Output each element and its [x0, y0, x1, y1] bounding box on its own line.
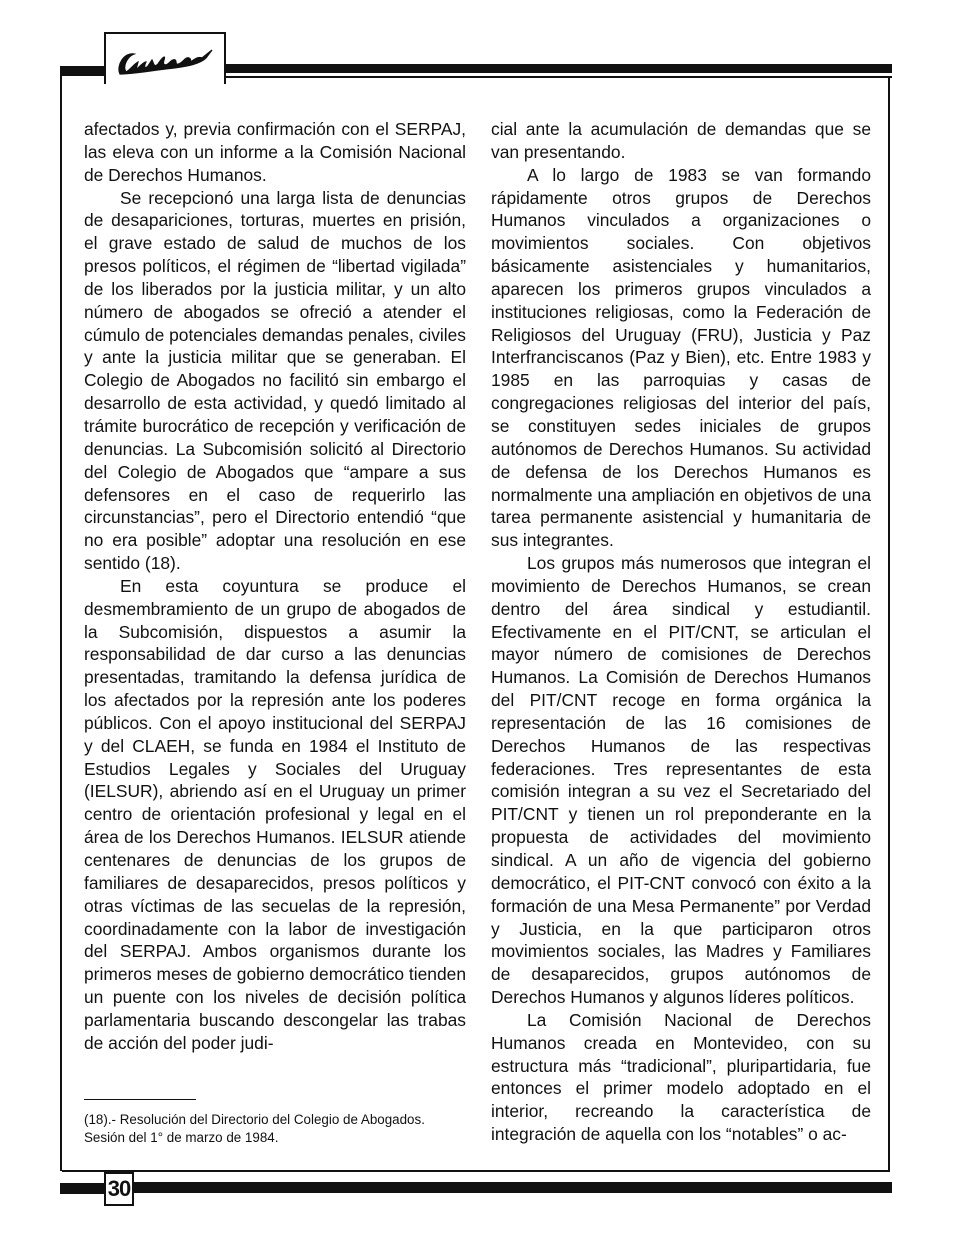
footer-rule-right [134, 1182, 892, 1193]
paragraph: afectados y, previa confirmación con el SERPAJ, las eleva con un informe a la Comisión Nacional de Derechos Humanos. [84, 119, 466, 185]
header-rule-right [222, 64, 892, 73]
paragraph: A lo largo de 1983 se van formando rápidamente otros grupos de Derechos Humanos vinculados a organizaciones o movimientos sociales. Con objetivos básicamente asistenciales y humanitarios, aparecen los primeros grupos vinculados a instituciones religiosas, como la Federación de Religiosos del Uruguay (FRU), Justicia y Paz Interfranciscanos (Paz y Bien), etc. Entre 1983 y 1985 en las parroquias y casas de congregaciones religiosas del interior del país, se constituyen sedes iniciales de grupos autónomos de Derechos Humanos. Su actividad de defensa de los Derechos Humanos es normalmente una ampliación en objetivos de una tarea permanente asistencial y humanitaria de sus integrantes. [491, 164, 871, 551]
paragraph: En esta coyuntura se produce el desmembramiento de un grupo de abogados de la Subcomisión, dispuestos a asumir la responsabilidad de dar curso a las denuncias presentadas, tramitando la defensa jurídica de los afectados por la represión ante los poderes públicos. Con el apoyo institucional del SERPAJ y del CLAEH, se funda en 1984 el Instituto de Estudios Legales y Sociales del Uruguay (IELSUR), abriendo así en el Uruguay un primer centro de orientación profesional y legal en el área de los Derechos Humanos. IELSUR atiende centenares de denuncias de los grupos de familiares de desaparecidos, presos políticos y otras víctimas de las secuelas de la represión, coordinadamente con la labor de investigación del SERPAJ. Ambos organismos durante los primeros meses de gobierno democrático tienden un puente con los niveles de decisión política parlamentaria buscando descongelar las trabas de acción del poder judi- [84, 575, 466, 1053]
left-column [84, 118, 466, 1055]
footer-rule-left [60, 1183, 106, 1194]
frame-right-rule [888, 76, 890, 1171]
right-column [491, 118, 871, 1146]
page-number: 30 [104, 1172, 134, 1206]
paragraph: cial ante la acumulación de demandas que se van presentando. [491, 119, 871, 162]
header-rule-left [60, 66, 106, 76]
footnote-rule [84, 1099, 196, 1100]
footer-thin-rule [62, 1170, 890, 1172]
frame-left-rule [60, 76, 62, 1171]
paragraph: Los grupos más numerosos que integran el movimiento de Derechos Humanos, se crean dentro del área sindical y estudiantil. Efectivamente en el PIT/CNT, se articulan el mayor número de comisiones de Derechos Humanos. La Comisión de Derechos Humanos del PIT/CNT recoge en forma orgánica la representación de las 16 comisiones de Derechos Humanos de las respectivas federaciones. Tres representantes de esta comisión integran a su vez el Secretariado del PIT/CNT y tienen un rol preponderante en la propuesta de actividades del movimiento sindical. A un año de vigencia del gobierno democrático, el PIT-CNT convocó con éxito a la formación de una Mesa Permanente” por Verdad y Justicia, en la que participaron otros movimientos sociales, las Madres y Familiares de desaparecidos, grupos autónomos de Derechos Humanos y algunos líderes políticos. [491, 553, 871, 1008]
header-logo-box [104, 32, 226, 84]
paragraph: La Comisión Nacional de Derechos Humanos creada en Montevideo, con su estructura más “tradicional”, pluripartidaria, fue entonces el primer modelo adoptado en el interior, recreando la característica de integración de aquella con los “notables” o ac- [491, 1009, 871, 1145]
header-thin-rule [222, 76, 892, 78]
footnote: (18).- Resolución del Directorio del Colegio de Abogados. Sesión del 1° de marzo de 1984. [84, 1112, 425, 1145]
cuadernos-logo [114, 40, 218, 80]
paragraph: Se recepcionó una larga lista de denuncias de desapariciones, torturas, muertes en prisión, el grave estado de salud de muchos de los presos políticos, el régimen de “libertad vigilada” de los liberados por la justicia militar, y un alto número de abogados se ofreció a atender el cúmulo de potenciales demandas penales, civiles y ante la justicia militar que se generaban. El Colegio de Abogados no facilitó sin embargo el desarrollo de esta actividad, y quedó limitado al trámite burocrático de recepción y verificación de denuncias. La Subcomisión solicitó al Directorio del Colegio de Abogados que “ampare a sus defensores en el caso de requerirlo las circunstancias”, pero el Directorio entendió “que no era posible” adoptar una resolución en ese sentido (18). [84, 187, 466, 574]
